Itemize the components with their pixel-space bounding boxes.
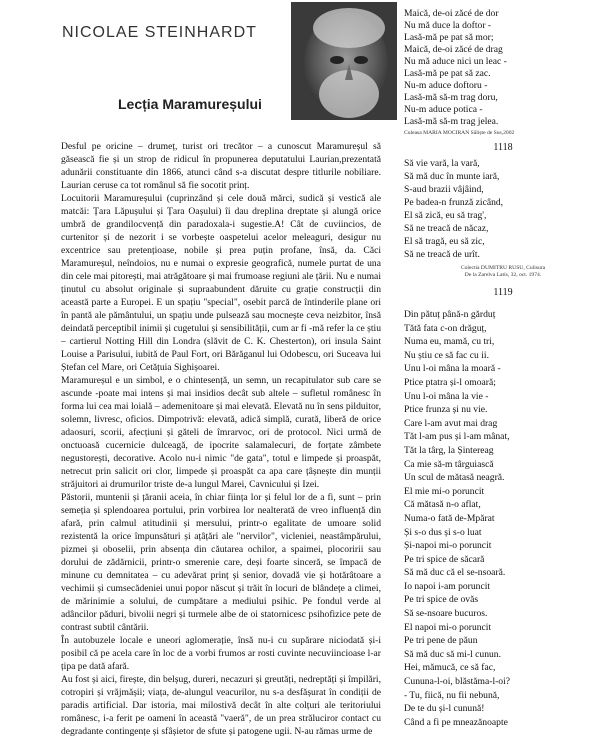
poem-2 <box>404 142 602 278</box>
poem-line: Lasă-mă să-m trag jelea. <box>404 116 499 127</box>
poem-line: De te du și-l cunună! <box>404 703 485 715</box>
poem-line: Nu știu ce să fac cu ii. <box>404 349 489 361</box>
poem-line: Să vie vară, la vară, <box>404 158 480 169</box>
poem-line: Lasă-mă pe pat să zac. <box>404 68 491 79</box>
poem-line: - Tu, fiică, nu fii nebună, <box>404 689 500 701</box>
paragraph: Locuitorii Maramureșului (cuprinzând și cele două mărci, sudică și vestică ale matcăi: Țara Lăpușului și Țara Oașului) îi dau dreplina dreptate și alungă orice umbră de grandilocvență din paradoxala-i sugestie.A! Cât de cuviincios, de curtenitor și de nezorit i se vorbește oaspetelui acelor meleaguri, desigur nu excentrice sau pretențioase, nobile și prea puțin profane, însă, da. Căci Maramureșul, neîndoios, nu e numai o expresie geografică, numele purtat de una din cele mai pitorești, mai atrăgătoare și mai frumoase regiuni ale țării. Nu e numai ținutul cu absolut originale și supraabundent dăruite cu grație construcții din această parte a Europei. E un spațiu "special", osebit parcă de întinderile plane ori în pantă ale pământului, un spațiu unde pulsează sau mocnește ceva neizbitor, însă deindată perceptibil inimii și cugetului și sensibilității, cum ar fi -mă refer la ce știu – cartierul Notting Hill din Londra (slăvit de C. K. Chesterton), ori insula Saint Louise a Parisului, iubită de Paul Fort, ori Bărăganul lui Odobescu, ori Suceava lui Ștefan cel Mare, ori Cetățuia Sighișoarei. <box>61 193 381 373</box>
poem-line: Cununa-l-oi, blăstăma-l-oi? <box>404 676 511 688</box>
paragraph: Păstorii, muntenii și țăranii aceia, în chiar ființa lor și felul lor de a fi, sunt – prin semeția și splendoarea portului, prin vorbirea lor nealterată de vreo influență din afară, prin calmul atitudinii și mersului, printr-o egalitate de umoare solid rezistentă la orice împunsături și ațâțări ale "nervilor", vicleniei, neastâmpărului, pizmei și oboselii, prin absența din căutarea ochilor, a spaimei, plocoririi sau dorului de zădărnicii, printr-o smerenie care, deși foarte sinceră, se împacă de minune cu demnitatea – cu adevărat prinț și senior, dovadă vie și hotărâtoare a vechimii și cumsecădeniei unui popor născut și trăit în locuri de blândețe a climei, de mărinimie a solului, de cumpătare a mediului psihic. Pe fondul verde al adâncilor păduri, bivolii negri și turmele albe de oi statornicesc psihofizice pete de contrast subtil cântării. <box>61 492 381 633</box>
article-title: Lecția Maramureșului <box>118 96 262 112</box>
poem-line: Maică, de-oi zăcé de drag <box>404 44 503 55</box>
poem-credit-line: Colectia DUMITRU RUSU, Culisura <box>460 265 546 271</box>
poem-line: Tătă fata c-on drăguț, <box>404 322 487 334</box>
poem-line: Pe tri spice de săcară <box>404 553 485 565</box>
poem-line: Să mă duc că el se-nsoară. <box>404 567 506 579</box>
poem-line: Să mă duc în munte iară, <box>404 171 500 182</box>
poem-number: 1118 <box>493 142 513 153</box>
paragraph: Au fost și aici, firește, din belșug, dureri, necazuri și greutăți, nedreptăți și împilări, cotropiri și vrăjmășii; viața, de-alungul veacurilor, nu s-a desfășurat în condiții de paradis artificial. Dar istoria, mai milostivă decât în alte colțuri ale teritoriului românesc, i-a ferit pe oameni în această "vaeră", de un prea străluciror contact cu degradante contingențe și sfâșietor de sfute și patogene ugii. N-au rămas urme de <box>61 674 381 737</box>
poem-line: Să se-nsoare bucuros. <box>404 608 488 620</box>
paragraph: Desful pe oricine – drumeț, turist ori trecător – a cunoscut Maramureșul să găsească fie și un strop de ridicul în propunerea deputatului Laurian,prezentată adunării constituante din 1866, atunci când s-a discutat despre titlurile nobiliare. Laurian ceruse ca tot românul să fie socotit prinț. <box>61 141 381 191</box>
poem-line: Numa eu, mamă, cu tri, <box>404 336 495 348</box>
poem-credit <box>404 265 602 278</box>
poem-line: Care l-am avut mai drag <box>404 417 498 429</box>
paragraph: În autobuzele locale e uneori aglomerație, însă nu-i cu supărare niciodată și-i posibil că pe acela care în loc de a vorbi frumos ar rosti cuvinte necuviincioase l-ar țipa pe dată afară. <box>61 635 381 672</box>
poem-line: Nu mă duce la doftor - <box>404 20 492 31</box>
poem-line: Pe tri pene de păun <box>404 635 478 647</box>
poem-line: Pe tri spice de ovăs <box>404 594 479 606</box>
poem-line: Un scul de mătasă neagră. <box>404 472 505 484</box>
poem-number: 1119 <box>493 287 513 298</box>
poem-line: Nu-m aduce doftoru - <box>404 80 488 91</box>
poem-1 <box>404 8 602 136</box>
poem-line: Din pătuț până-n gărduț <box>404 309 496 320</box>
poem-credit: Culeasa MARIA MOCIRAN Săliște de Sus,2002 <box>404 130 515 136</box>
poem-line: Ptice ptatra și-l omoară; <box>404 376 496 388</box>
poem-line: Pe badea-n frunză zicând, <box>404 197 504 208</box>
poem-line: Și-napoi mi-o poruncit <box>404 540 492 552</box>
poem-line: Tăt la târg, la Șintereag <box>404 444 494 456</box>
poem-line: Ca mie să-m târguiască <box>404 458 494 470</box>
paragraph: Maramureșul e un simbol, e o chintesență, un semn, un recapitulator sub care se ascunde -poate mai intens și mai insidios decât sub altele – sufletul românesc în forma lui cea mai loială – ademenitoare și mai elevată. Elevată nu în sens pilduitor, solemn, livresc, oficios. Dimpotrivă: elevată, adică simplă, curată, liberă de orice adaosuri, scorii, afecțiuni și găteli de îmrarvoc, ori de protocol. Nici urmă de onctuoasă cucernicie dulceagă, de ipocrite salamalecuri, de forțate zâmbete negustorești, decorative. Acolo nu-i nimic "de gata", totul e limpede și proaspăt, netrecut prin salicit ori clor, limpede și proaspăt ca apa care țâșnește din munții străjuitori ai drumurilor triste de-a lungul Marei, Cavnicului și Izei. <box>61 375 381 490</box>
poem-line: El napoi mi-o poruncit <box>404 621 492 633</box>
poem-line: El mie mi-o poruncit <box>404 485 485 497</box>
poem-line: S-aud brazii vâjâind, <box>404 184 484 195</box>
poem-line: Unu l-oi mâna la moară - <box>404 363 501 375</box>
poem-line: El să zică, eu să trag', <box>404 210 487 221</box>
poem-line: Și s-o dus și s-o luat <box>404 526 482 538</box>
poem-line: Numa-o fată de-Mpărat <box>404 512 495 524</box>
author-name: NICOLAE STEINHARDT <box>62 24 257 41</box>
poem-line: Să ne treacă de urît. <box>404 249 480 260</box>
author-portrait <box>291 2 397 120</box>
poem-3 <box>404 287 602 729</box>
poem-credit-line: De la Zarelva Latis, 32, oct. 1974. <box>464 271 542 278</box>
poem-line: El să tragă, eu să zic, <box>404 236 485 247</box>
poem-line: Ptice frunza și nu vie. <box>404 404 488 416</box>
poem-line: Hei, mămucă, ce să fac, <box>404 662 496 674</box>
poem-line: Să ne treacă de năcaz, <box>404 223 489 234</box>
poem-line: Unu l-oi mâna la vie - <box>404 390 489 402</box>
poem-line: Nu mă aduce nici un leac - <box>404 56 507 67</box>
poem-line: Să mă duc să mi-l cunun. <box>404 648 501 660</box>
poem-line: Că mătasă n-o aflat, <box>404 499 481 511</box>
poem-line: Nu-m aduce potica - <box>404 104 483 115</box>
poem-line: Maică, de-oi zăcé de dor <box>404 8 499 19</box>
poem-line: Tăt l-am pus și l-am mânat, <box>404 431 510 443</box>
poem-line: Lasă-mă pe pat să mor; <box>404 32 494 43</box>
poem-line: Când a fi pe mneazănoapte <box>404 716 508 728</box>
poem-line: Lasă-mă să-m trag doru, <box>404 92 498 103</box>
poem-line: Io napoi i-am poruncit <box>404 580 491 592</box>
article-body <box>61 140 381 738</box>
